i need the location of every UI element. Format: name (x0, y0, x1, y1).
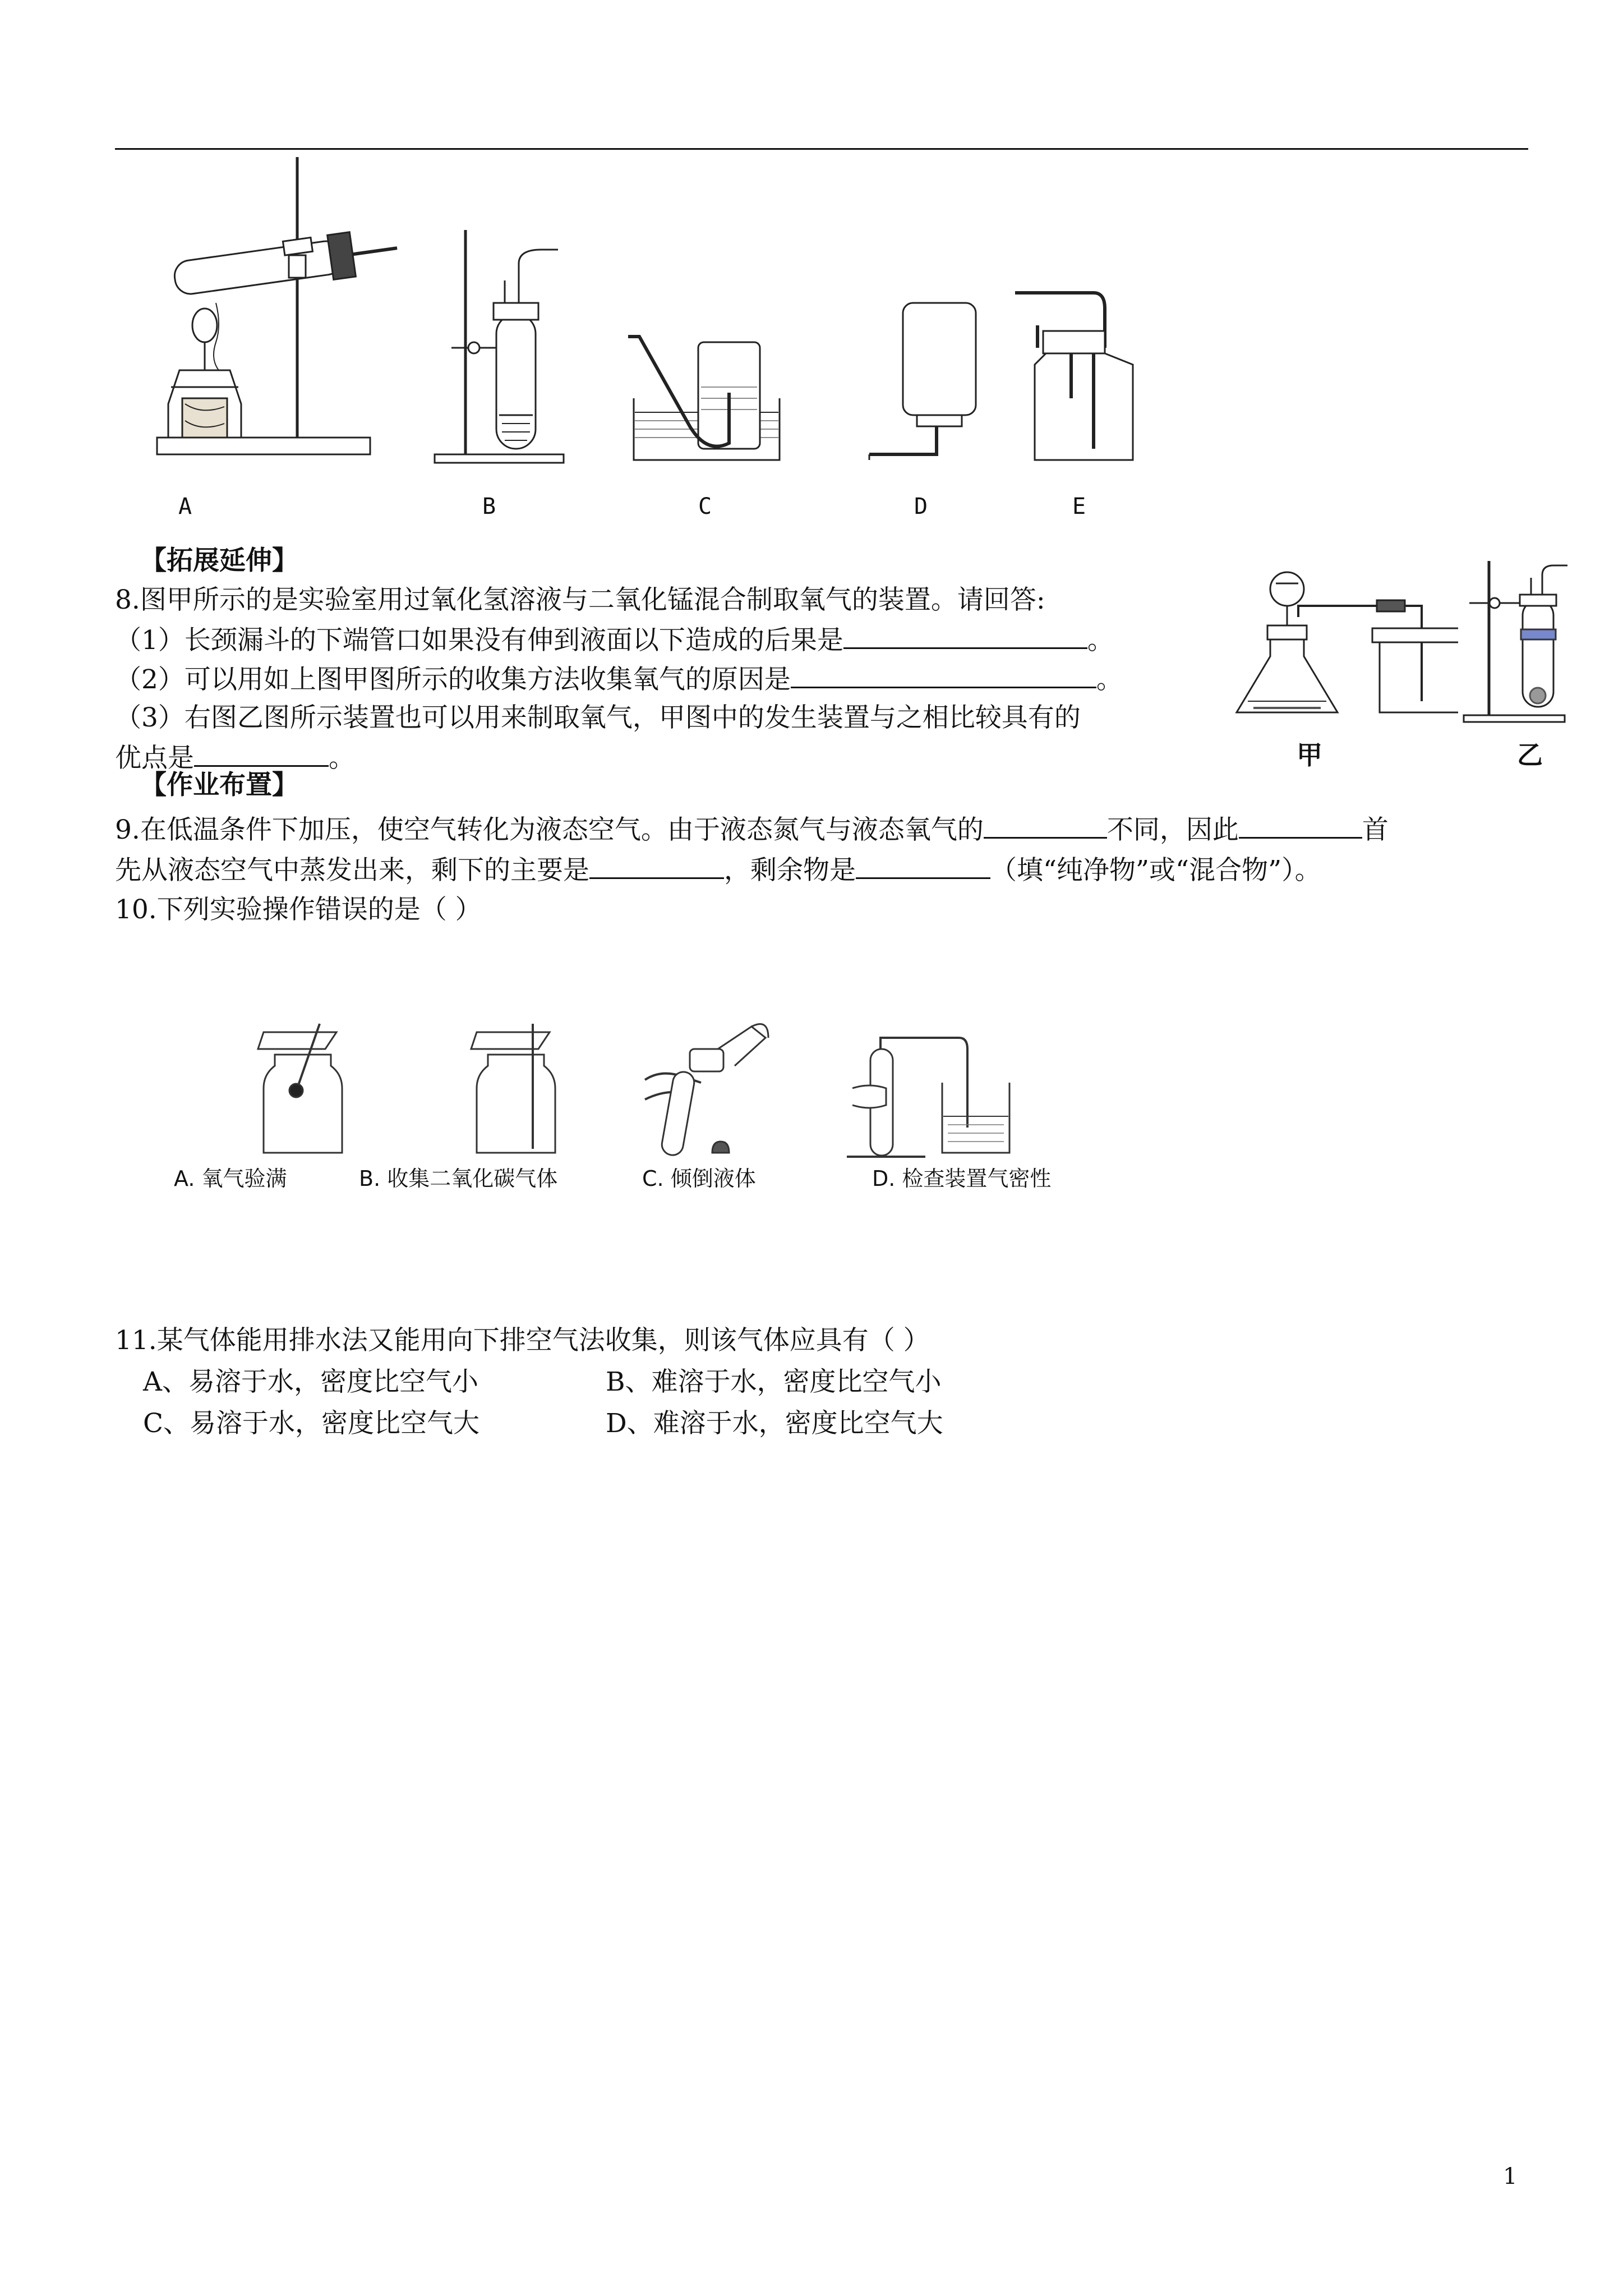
q8-part1 (115, 623, 1114, 657)
q8-part2-end: 。 (1096, 664, 1123, 695)
apparatus-b-figure (429, 230, 569, 466)
q11-option-b: B、难溶于水，密度比空气小 (606, 1366, 942, 1397)
q9-line2-b: ，剩余物是 (724, 855, 856, 886)
q8-part3-blank[interactable] (194, 740, 329, 767)
q11-option-a: A、易溶于水，密度比空气小 (143, 1366, 478, 1397)
q9-line2-a: 先从液态空气中蒸发出来，剩下的主要是 (115, 855, 589, 886)
q9-blank-4[interactable] (856, 853, 990, 879)
page-number: 1 (1503, 2164, 1518, 2189)
q8-part2 (115, 662, 1123, 697)
q8-part2-text: （2）可以用如上图甲图所示的收集方法收集氧气的原因是 (115, 664, 791, 695)
q9-blank-2[interactable] (1239, 812, 1362, 839)
apparatus-label-d: D (914, 494, 928, 519)
figure-jia-apparatus (1220, 561, 1478, 724)
q8-part3: （3）右图乙图所示装置也可以用来制取氧气，甲图中的发生装置与之相比较具有的 (115, 702, 1081, 733)
q11-option-d: D、难溶于水，密度比空气大 (606, 1408, 943, 1439)
q10-figure-d (847, 1032, 1026, 1161)
q10-figure-c (639, 1015, 774, 1167)
header-rule (115, 148, 1528, 150)
q11-option-c: C、易溶于水，密度比空气大 (143, 1408, 479, 1439)
figure-label-jia: 甲 (1297, 740, 1322, 770)
q9-line1 (115, 812, 1389, 847)
figure-label-yi: 乙 (1517, 740, 1543, 770)
q9-blank-1[interactable] (984, 812, 1107, 839)
q9-line1-b: 不同，因此 (1106, 815, 1239, 845)
extension-heading: 【拓展延伸】 (140, 545, 298, 576)
figure-yi-apparatus (1458, 555, 1570, 724)
q9-blank-3[interactable] (589, 853, 724, 879)
q10-caption-c: C. 倾倒液体 (642, 1166, 756, 1191)
apparatus-e-figure (1009, 286, 1144, 466)
q9-line1-c: 首 (1362, 815, 1389, 845)
q9-line1-a: 9.在低温条件下加压，使空气转化为液态空气。由于液态氮气与液态氧气的 (115, 815, 984, 845)
homework-heading: 【作业布置】 (140, 770, 298, 800)
q8-part3b-text: 优点是 (115, 743, 194, 774)
q9-line2 (115, 853, 1321, 887)
q8-part3b-end: 。 (329, 743, 355, 774)
q11-stem: 11.某气体能用排水法又能用向下排空气法收集，则该气体应具有（ ） (115, 1325, 930, 1356)
apparatus-a-figure (118, 157, 409, 477)
apparatus-c-figure (623, 314, 785, 466)
q10-figure-b (465, 1021, 566, 1156)
q8-part1-end: 。 (1087, 625, 1114, 656)
q10-figure-a (252, 1021, 353, 1156)
apparatus-d-figure (858, 292, 987, 466)
apparatus-label-c: C (698, 494, 712, 519)
apparatus-label-e: E (1072, 494, 1086, 519)
q10-stem: 10.下列实验操作错误的是（ ） (115, 894, 482, 925)
q10-caption-d: D. 检查装置气密性 (872, 1166, 1052, 1191)
apparatus-label-b: B (482, 494, 496, 519)
q10-caption-b: B. 收集二氧化碳气体 (359, 1166, 558, 1191)
q8-part1-text: （1）长颈漏斗的下端管口如果没有伸到液面以下造成的后果是 (115, 625, 843, 656)
q8-part1-blank[interactable] (843, 623, 1087, 649)
q10-caption-a: A. 氧气验满 (174, 1166, 287, 1191)
q8-stem: 8.图甲所示的是实验室用过氧化氢溶液与二氧化锰混合制取氧气的装置。请回答: (115, 585, 1045, 615)
q9-line2-c: （填“纯净物”或“混合物”）。 (990, 855, 1321, 886)
q8-part2-blank[interactable] (791, 662, 1096, 688)
apparatus-label-a: A (178, 494, 192, 519)
